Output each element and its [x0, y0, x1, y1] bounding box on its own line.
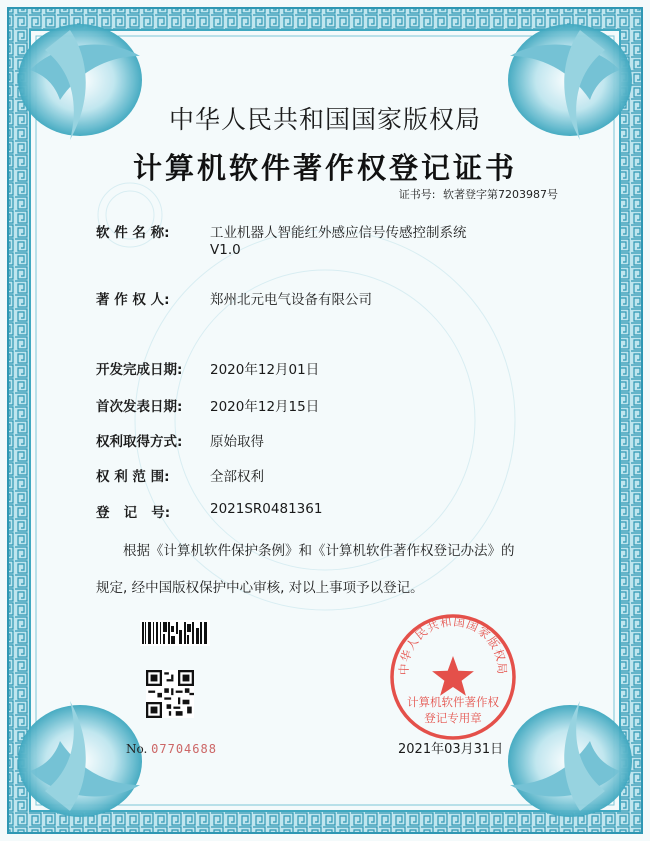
- field-first-publish-date: [96, 395, 319, 415]
- seal-star-icon: [432, 656, 474, 696]
- official-seal: [388, 612, 518, 742]
- serial-prefix: No.: [126, 742, 148, 756]
- rights-acquisition-label: 权利取得方式:: [96, 434, 183, 450]
- field-registration-no: [96, 501, 322, 521]
- certificate-number-label: 证书号:: [398, 188, 436, 201]
- seal-inner-text-1: 计算机软件著作权: [407, 695, 499, 709]
- field-dev-complete-date: [96, 358, 319, 378]
- software-name-value: 工业机器人智能红外感应信号传感控制系统: [210, 225, 467, 241]
- issuer-title: 中华人民共和国国家版权局: [168, 105, 481, 134]
- registration-no-value: 2021SR0481361: [210, 501, 323, 517]
- copyright-owner-label: 著 作 权 人:: [96, 292, 170, 308]
- certificate-title: 计算机软件著作权登记证书: [132, 151, 517, 185]
- dev-complete-date-value: 2020年12月01日: [210, 362, 320, 378]
- rights-scope-label: 权 利 范 围:: [96, 469, 170, 485]
- barcode: [140, 620, 210, 646]
- serial-number: [126, 742, 217, 756]
- serial-value: 07704688: [151, 742, 217, 756]
- certificate-number: [399, 186, 558, 202]
- statement-line-2: 规定, 经中国版权保护中心审核, 对以上事项予以登记。: [96, 580, 424, 596]
- seal-ring-text: 中华人民共和国国家版权局: [396, 614, 510, 676]
- field-software-name: [96, 221, 467, 258]
- seal-inner-text-2: 登记专用章: [424, 711, 482, 725]
- dev-complete-date-label: 开发完成日期:: [96, 362, 183, 378]
- rights-scope-value: 全部权利: [210, 469, 264, 485]
- software-name-label: 软 件 名 称:: [96, 225, 170, 241]
- issue-date: 2021年03月31日: [398, 742, 504, 757]
- first-publish-date-value: 2020年12月15日: [210, 399, 320, 415]
- field-rights-scope: [96, 465, 264, 485]
- rights-acquisition-value: 原始取得: [210, 434, 264, 450]
- field-rights-acquisition: [96, 430, 264, 450]
- copyright-owner-value: 郑州北元电气设备有限公司: [210, 292, 372, 308]
- statement-line-1: 根据《计算机软件保护条例》和《计算机软件著作权登记办法》的: [123, 543, 515, 559]
- certificate-number-value: 软著登字第7203987号: [443, 188, 558, 201]
- first-publish-date-label: 首次发表日期:: [96, 399, 183, 415]
- field-copyright-owner: [96, 288, 372, 308]
- software-version-value: V1.0: [210, 242, 241, 258]
- certification-statement: [96, 533, 576, 607]
- registration-no-label: 登 记 号:: [96, 505, 171, 521]
- qr-code: [146, 670, 194, 718]
